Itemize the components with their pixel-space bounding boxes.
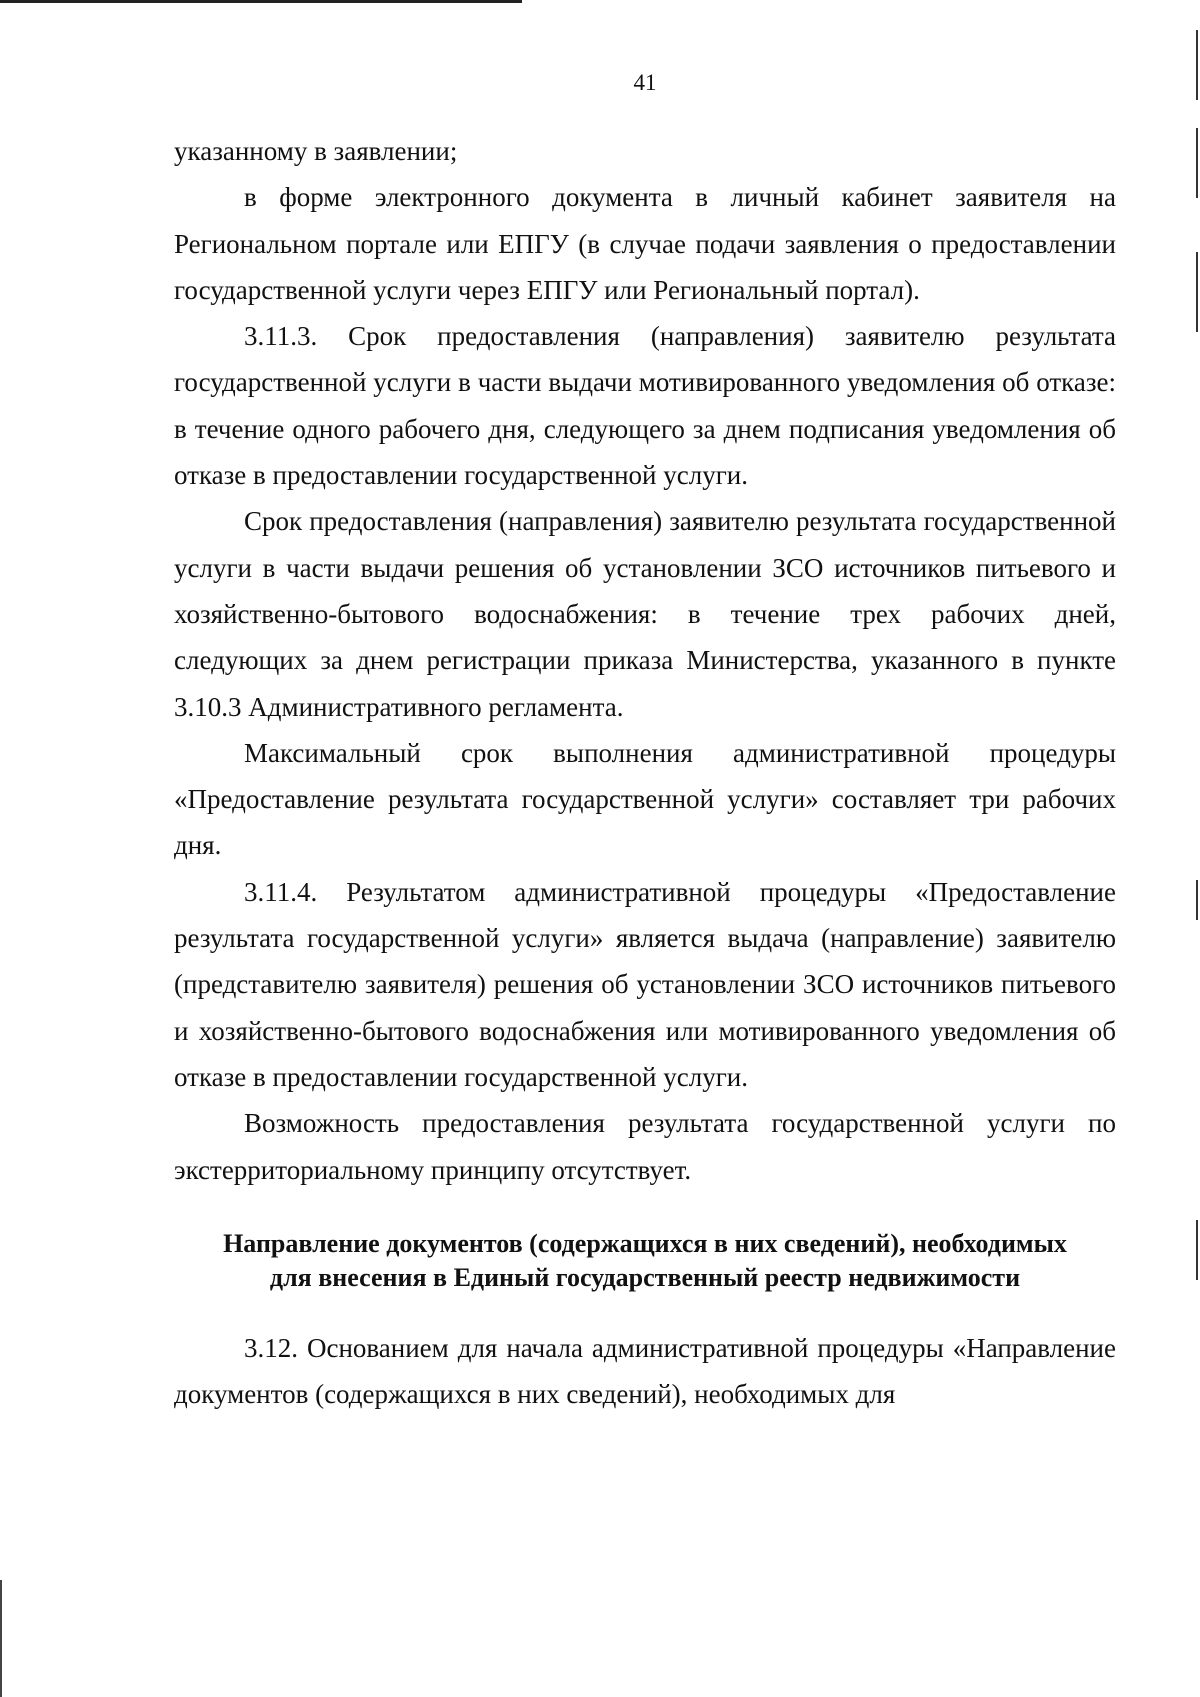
left-edge-mark: [0, 1580, 2, 1697]
paragraph: Максимальный срок выполнения административной процедуры «Предоставление результата государственной услуги» составляет три рабочих дня.: [174, 737, 1116, 861]
page-number: 41: [633, 70, 657, 95]
document-body: [174, 128, 1116, 1417]
right-edge-mark: [1196, 880, 1198, 920]
paragraphs-top: [174, 128, 1116, 1193]
section-heading-line: Направление документов (содержащихся в них сведений), необходимых: [223, 1228, 1067, 1258]
right-edge-mark: [1196, 1220, 1198, 1280]
section-heading: [174, 1227, 1116, 1295]
paragraph: 3.11.4. Результатом административной процедуры «Предоставление результата государственной услуги» является выдача (направление) заявителю (представителю заявителя) решения об установлении ЗСО источников питьевого и хозяйственно-бытового водоснабжения или мотивированного уведомления об отказе в предоставлении государственной услуги.: [174, 876, 1116, 1092]
right-edge-mark: [1196, 128, 1198, 198]
paragraph: Срок предоставления (направления) заявителю результата государственной услуги в части выдачи решения об установлении ЗСО источников питьевого и хозяйственно-бытового водоснабжения: в течение трех рабочих дней, следующих за днем регистрации приказа Министерства, указанного в пункте 3.10.3 Административного регламента.: [174, 506, 1116, 722]
paragraph: в форме электронного документа в личный кабинет заявителя на Региональном портале или ЕПГУ (в случае подачи заявления о предоставлении государственной услуги через ЕПГУ или Региональный портал).: [174, 182, 1116, 305]
paragraph: 3.12. Основанием для начала административной процедуры «Направление документов (содержащихся в них сведений), необходимых для: [174, 1332, 1116, 1410]
paragraph: 3.11.3. Срок предоставления (направления) заявителю результата государственной услуги в части выдачи мотивированного уведомления об отказе: в течение одного рабочего дня, следующего за днем подписания уведомления об отказе в предоставлении государственной услуги.: [174, 321, 1116, 491]
paragraph: Возможность предоставления результата государственной услуги по экстерриториальному принципу отсутствует.: [174, 1108, 1116, 1185]
paragraph: указанному в заявлении;: [174, 136, 458, 166]
top-rule: [0, 0, 522, 3]
right-edge-mark: [1196, 252, 1198, 332]
section-heading-line: для внесения в Единый государственный реестр недвижимости: [269, 1262, 1021, 1292]
paragraphs-bottom: [174, 1325, 1116, 1418]
